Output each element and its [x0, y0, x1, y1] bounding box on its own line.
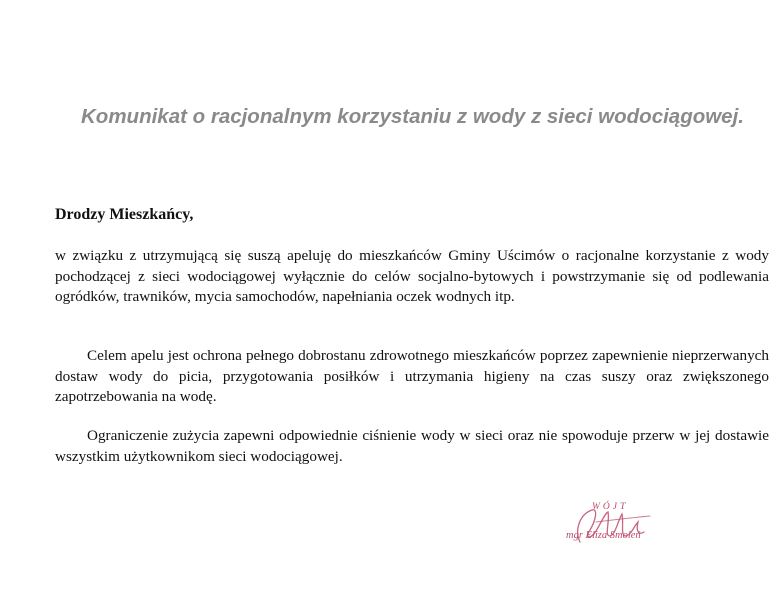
- paragraph-2: Celem apelu jest ochrona pełnego dobrostanu zdrowotnego mieszkańców poprzez zapewnienie nieprzerwanych dostaw wody do picia, przygotowania posiłków i utrzymania higieny na czas suszy oraz zwiększonego zapotrzebowania na wodę.: [55, 347, 769, 406]
- stamp-title: WÓJT: [592, 502, 629, 512]
- handwritten-signature: [566, 500, 676, 548]
- paragraph-1: w związku z utrzymującą się suszą apeluję do mieszkańców Gminy Uścimów o racjonalne korzystanie z wody pochodzącej z sieci wodociągowej wyłącznie do celów socjalno-bytowych i powstrzymanie się od podlewania ogródków, trawników, mycia samochodów, napełniania oczek wodnych itp.: [55, 247, 769, 306]
- greeting: Drodzy Mieszkańcy,: [55, 206, 194, 223]
- paragraph-3: Ograniczenie zużycia zapewni odpowiednie ciśnienie wody w sieci oraz nie spowoduje przerw w jej dostawie wszystkim użytkownikom sieci wodociągowej.: [55, 427, 769, 465]
- document-title: Komunikat o racjonalnym korzystaniu z wody z sieci wodociągowej.: [81, 105, 744, 128]
- stamp-name: mgr Eliza Smoleń: [566, 530, 641, 541]
